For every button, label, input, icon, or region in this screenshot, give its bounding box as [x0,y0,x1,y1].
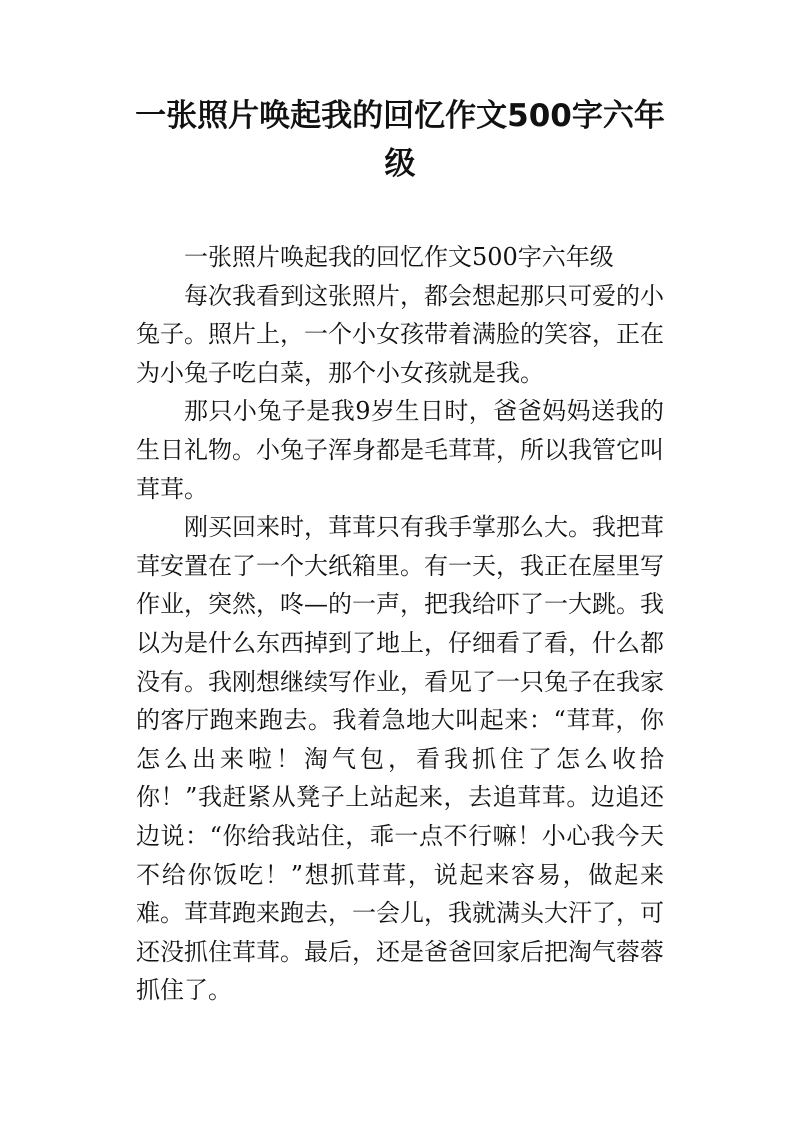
paragraph-subtitle: 一张照片唤起我的回忆作文500字六年级 [184,243,614,271]
document-title: 一张照片唤起我的回忆作文500字六年级 [135,98,665,182]
paragraph: 每次我看到这张照片，都会想起那只可爱的小兔子。照片上，一个小女孩带着满脸的笑容，正在为小兔子吃白菜，那个小女孩就是我。 [136,281,664,387]
paragraph: 刚买回来时，茸茸只有我手掌那么大。我把茸茸安置在了一个大纸箱里。有一天，我正在屋里写作业，突然，咚—的一声，把我给吓了一大跳。我以为是什么东西掉到了地上，仔细看了看，什么都没有。我刚想继续写作业，看见了一只兔子在我家的客厅跑来跑去。我着急地大叫起来：“茸茸，你怎么出来啦！淘气包，看我抓住了怎么收拾你！”我赶紧从凳子上站起来，去追茸茸。边追还边说：“你给我站住，乖一点不行嘛！小心我今天不给你饭吃！”想抓茸茸，说起来容易，做起来难。茸茸跑来跑去，一会儿，我就满头大汗了，可还没抓住茸茸。最后，还是爸爸回家后把淘气蓉蓉抓住了。 [136,513,664,1005]
paragraph: 那只小兔子是我9岁生日时，爸爸妈妈送我的生日礼物。小兔子浑身都是毛茸茸，所以我管它叫茸茸。 [136,397,664,503]
document-body [136,238,664,1010]
